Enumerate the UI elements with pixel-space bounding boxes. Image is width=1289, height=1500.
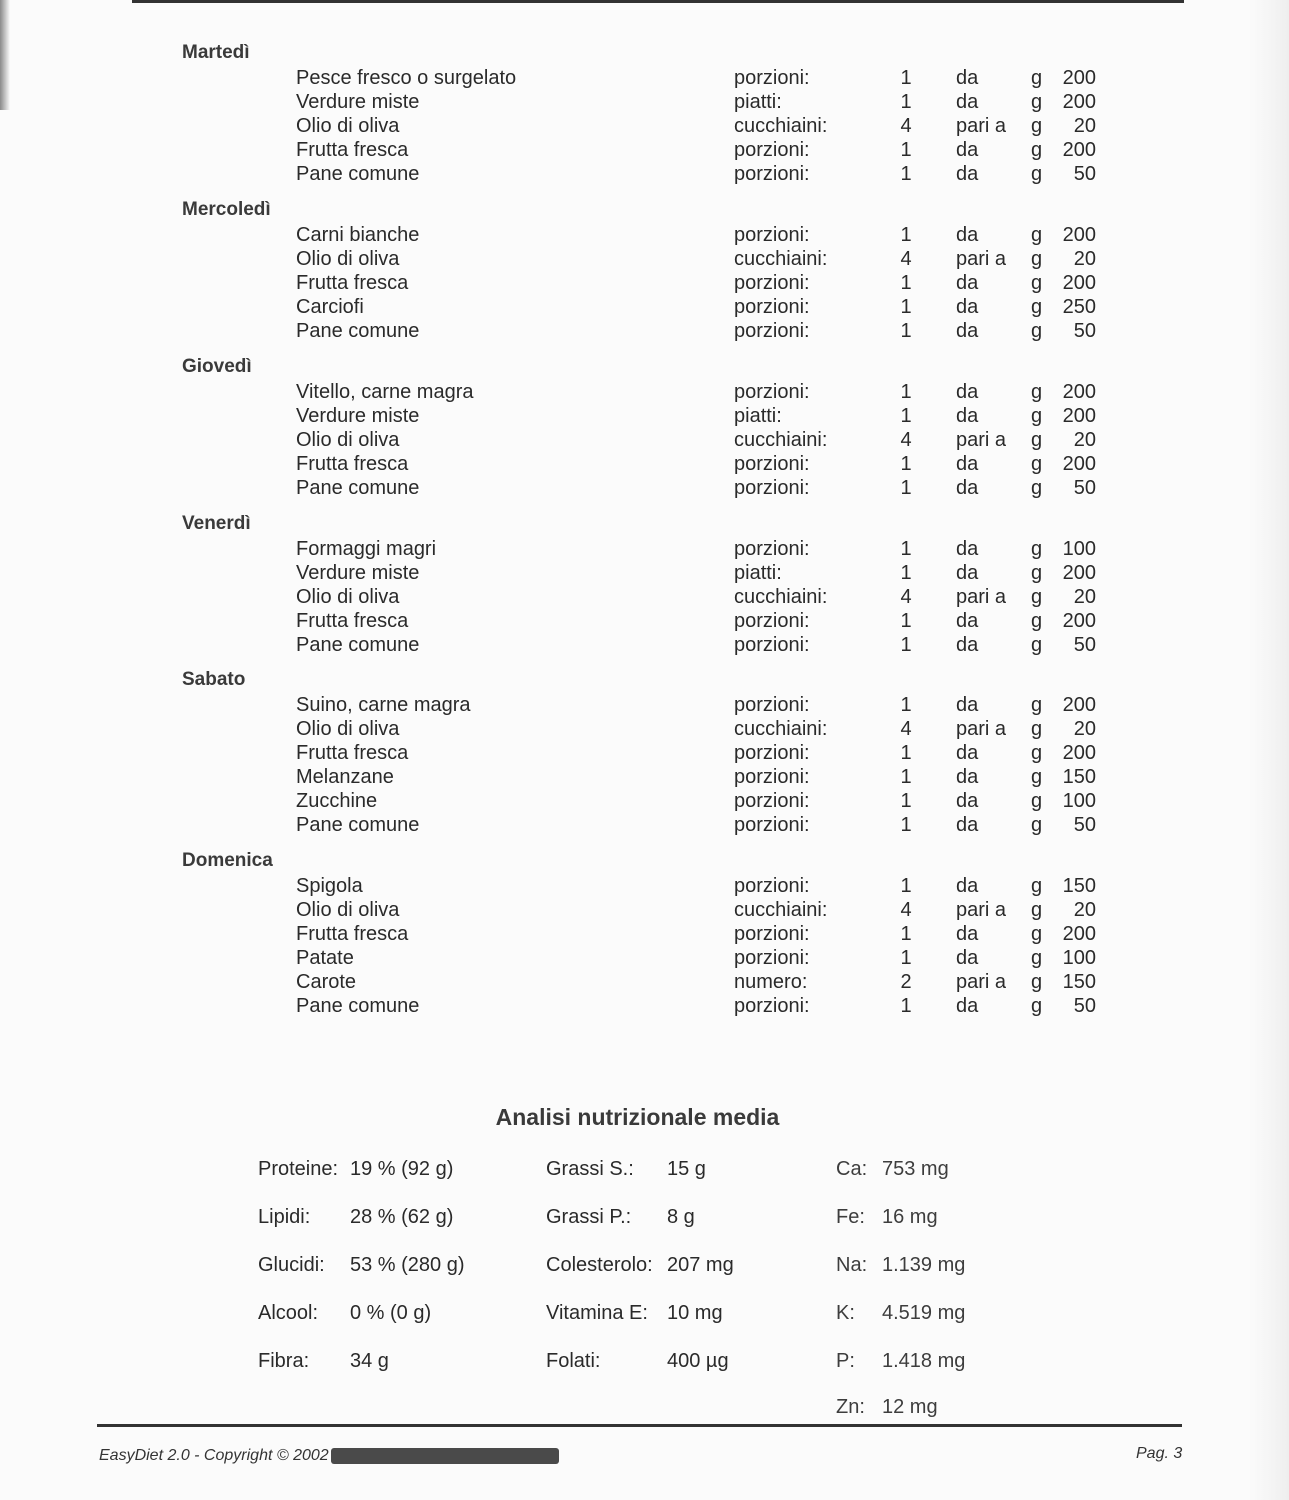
food-food: Olio di oliva (296, 718, 400, 740)
food-unit: cucchiaini: (734, 718, 828, 740)
food-unit: piatti: (734, 91, 782, 113)
nutrition-col3-label: Zn: (836, 1396, 865, 1418)
food-g: g (1031, 115, 1043, 137)
food-row (0, 66, 1289, 90)
food-row (0, 561, 1289, 585)
bottom-rule (97, 1424, 1182, 1427)
food-food: Spigola (296, 875, 363, 897)
nutrition-row (0, 1348, 1289, 1374)
food-relation: da (956, 405, 979, 427)
food-unit: porzioni: (734, 694, 810, 716)
food-grams: 50 (1073, 995, 1096, 1017)
food-g: g (1031, 947, 1043, 969)
food-food: Frutta fresca (296, 139, 409, 161)
food-row (0, 970, 1289, 994)
food-row (0, 223, 1289, 247)
nutrition-col2-label: Folati: (546, 1350, 601, 1372)
food-unit: porzioni: (734, 163, 810, 185)
food-unit: cucchiaini: (734, 899, 828, 921)
food-relation: pari a (956, 971, 1007, 993)
nutrition-col3-label: Na: (836, 1254, 868, 1276)
food-unit: piatti: (734, 562, 782, 584)
food-qty: 1 (900, 694, 912, 716)
food-unit: porzioni: (734, 381, 810, 403)
food-g: g (1031, 224, 1043, 246)
food-food: Olio di oliva (296, 899, 400, 921)
nutrition-col1-label: Lipidi: (258, 1206, 311, 1228)
food-relation: da (956, 272, 979, 294)
food-g: g (1031, 67, 1043, 89)
food-row (0, 319, 1289, 343)
food-relation: da (956, 296, 979, 318)
food-food: Melanzane (296, 766, 394, 788)
food-relation: da (956, 453, 979, 475)
food-grams: 50 (1073, 634, 1096, 656)
food-relation: da (956, 538, 979, 560)
food-unit: porzioni: (734, 766, 810, 788)
food-qty: 4 (900, 429, 912, 451)
nutrition-col1-value: 19 % (92 g) (350, 1158, 454, 1180)
food-row (0, 741, 1289, 765)
food-unit: porzioni: (734, 995, 810, 1017)
food-food: Frutta fresca (296, 923, 409, 945)
food-relation: da (956, 67, 979, 89)
food-unit: porzioni: (734, 790, 810, 812)
food-row (0, 476, 1289, 500)
nutrition-row (0, 1252, 1289, 1278)
food-relation: da (956, 947, 979, 969)
food-relation: da (956, 742, 979, 764)
nutrition-col2-value: 15 g (667, 1158, 706, 1180)
food-grams: 150 (1062, 766, 1096, 788)
food-g: g (1031, 248, 1043, 270)
day-name: Domenica (182, 850, 273, 871)
food-unit: porzioni: (734, 875, 810, 897)
analysis-title: Analisi nutrizionale media (495, 1104, 780, 1130)
food-qty: 1 (900, 790, 912, 812)
food-row (0, 874, 1289, 898)
food-row (0, 404, 1289, 428)
food-row (0, 717, 1289, 741)
food-relation: da (956, 139, 979, 161)
food-qty: 4 (900, 586, 912, 608)
food-row (0, 247, 1289, 271)
food-g: g (1031, 875, 1043, 897)
food-grams: 250 (1062, 296, 1096, 318)
nutrition-col1-value: 28 % (62 g) (350, 1206, 454, 1228)
food-grams: 200 (1062, 562, 1096, 584)
food-grams: 200 (1062, 453, 1096, 475)
nutrition-col2-value: 207 mg (667, 1254, 734, 1276)
food-g: g (1031, 814, 1043, 836)
food-qty: 4 (900, 115, 912, 137)
food-food: Pane comune (296, 814, 420, 836)
food-g: g (1031, 694, 1043, 716)
food-food: Verdure miste (296, 405, 420, 427)
food-qty: 1 (900, 139, 912, 161)
food-row (0, 922, 1289, 946)
food-qty: 4 (900, 718, 912, 740)
food-g: g (1031, 610, 1043, 632)
nutrition-row (0, 1300, 1289, 1326)
food-row (0, 138, 1289, 162)
food-grams: 20 (1073, 899, 1096, 921)
food-food: Carote (296, 971, 357, 993)
food-unit: porzioni: (734, 296, 810, 318)
food-unit: cucchiaini: (734, 248, 828, 270)
food-qty: 1 (900, 538, 912, 560)
food-relation: pari a (956, 115, 1007, 137)
food-g: g (1031, 923, 1043, 945)
food-grams: 20 (1073, 586, 1096, 608)
food-grams: 200 (1062, 381, 1096, 403)
nutrition-col2-label: Colesterolo: (546, 1254, 653, 1276)
food-row (0, 537, 1289, 561)
nutrition-col3-value: 1.139 mg (882, 1254, 966, 1276)
food-qty: 1 (900, 224, 912, 246)
food-food: Olio di oliva (296, 248, 400, 270)
food-qty: 1 (900, 320, 912, 342)
food-g: g (1031, 971, 1043, 993)
food-unit: porzioni: (734, 538, 810, 560)
food-food: Pane comune (296, 163, 420, 185)
food-row (0, 813, 1289, 837)
food-food: Suino, carne magra (296, 694, 471, 716)
food-g: g (1031, 766, 1043, 788)
food-row (0, 633, 1289, 657)
food-food: Carciofi (296, 296, 364, 318)
food-food: Carni bianche (296, 224, 420, 246)
nutrition-col1-value: 53 % (280 g) (350, 1254, 465, 1276)
food-g: g (1031, 995, 1043, 1017)
food-relation: da (956, 163, 979, 185)
food-grams: 100 (1062, 947, 1096, 969)
food-relation: da (956, 91, 979, 113)
day-name: Martedì (182, 42, 250, 63)
food-qty: 1 (900, 947, 912, 969)
food-grams: 50 (1073, 477, 1096, 499)
nutrition-col1-label: Proteine: (258, 1158, 339, 1180)
food-unit: porzioni: (734, 814, 810, 836)
food-qty: 1 (900, 272, 912, 294)
food-grams: 200 (1062, 923, 1096, 945)
food-grams: 200 (1062, 405, 1096, 427)
food-relation: da (956, 995, 979, 1017)
food-relation: da (956, 381, 979, 403)
food-g: g (1031, 634, 1043, 656)
food-grams: 20 (1073, 429, 1096, 451)
food-qty: 2 (900, 971, 912, 993)
food-grams: 50 (1073, 163, 1096, 185)
food-relation: pari a (956, 586, 1007, 608)
food-qty: 1 (900, 67, 912, 89)
food-qty: 1 (900, 634, 912, 656)
food-unit: porzioni: (734, 923, 810, 945)
food-qty: 1 (900, 923, 912, 945)
food-row (0, 946, 1289, 970)
food-qty: 1 (900, 405, 912, 427)
food-qty: 1 (900, 477, 912, 499)
food-qty: 1 (900, 562, 912, 584)
nutrition-col1-value: 0 % (0 g) (350, 1302, 432, 1324)
day-name: Venerdì (182, 513, 251, 534)
nutrition-col1-label: Glucidi: (258, 1254, 325, 1276)
food-food: Verdure miste (296, 562, 420, 584)
food-qty: 1 (900, 381, 912, 403)
nutrition-col2-label: Vitamina E: (546, 1302, 648, 1324)
food-g: g (1031, 163, 1043, 185)
food-qty: 1 (900, 91, 912, 113)
food-grams: 150 (1062, 875, 1096, 897)
food-food: Olio di oliva (296, 429, 400, 451)
redaction-bar (331, 1448, 559, 1464)
food-grams: 200 (1062, 139, 1096, 161)
food-g: g (1031, 477, 1043, 499)
food-relation: da (956, 224, 979, 246)
food-row (0, 898, 1289, 922)
nutrition-col2-value: 10 mg (667, 1302, 723, 1324)
food-grams: 200 (1062, 694, 1096, 716)
food-row (0, 162, 1289, 186)
food-qty: 1 (900, 610, 912, 632)
nutrition-col2-label: Grassi S.: (546, 1158, 634, 1180)
footer-copyright (99, 1447, 559, 1465)
food-row (0, 428, 1289, 452)
food-row (0, 271, 1289, 295)
food-g: g (1031, 899, 1043, 921)
food-food: Olio di oliva (296, 586, 400, 608)
food-grams: 20 (1073, 718, 1096, 740)
food-relation: da (956, 562, 979, 584)
food-row (0, 693, 1289, 717)
food-grams: 100 (1062, 538, 1096, 560)
nutrition-col1-label: Alcool: (258, 1302, 319, 1324)
food-row (0, 114, 1289, 138)
food-g: g (1031, 586, 1043, 608)
food-row (0, 994, 1289, 1018)
food-food: Formaggi magri (296, 538, 437, 560)
food-row (0, 295, 1289, 319)
nutrition-col3-value: 4.519 mg (882, 1302, 966, 1324)
food-relation: da (956, 875, 979, 897)
food-food: Pane comune (296, 995, 420, 1017)
food-food: Frutta fresca (296, 453, 409, 475)
food-row (0, 585, 1289, 609)
food-relation: da (956, 814, 979, 836)
nutrition-col3-label: Ca: (836, 1158, 868, 1180)
food-qty: 1 (900, 875, 912, 897)
food-g: g (1031, 272, 1043, 294)
nutrition-col3-label: P: (836, 1350, 855, 1372)
food-grams: 200 (1062, 91, 1096, 113)
page-number: Pag. 3 (1136, 1445, 1183, 1462)
food-food: Patate (296, 947, 354, 969)
food-grams: 200 (1062, 67, 1096, 89)
food-food: Pesce fresco o surgelato (296, 67, 517, 89)
food-qty: 1 (900, 995, 912, 1017)
food-grams: 150 (1062, 971, 1096, 993)
nutrition-col2-label: Grassi P.: (546, 1206, 632, 1228)
food-relation: da (956, 610, 979, 632)
food-relation: da (956, 790, 979, 812)
food-relation: da (956, 634, 979, 656)
food-grams: 20 (1073, 248, 1096, 270)
food-unit: porzioni: (734, 320, 810, 342)
food-food: Olio di oliva (296, 115, 400, 137)
food-unit: piatti: (734, 405, 782, 427)
food-g: g (1031, 405, 1043, 427)
food-unit: porzioni: (734, 477, 810, 499)
food-unit: porzioni: (734, 947, 810, 969)
food-qty: 1 (900, 814, 912, 836)
food-food: Frutta fresca (296, 610, 409, 632)
nutrition-col3-value: 1.418 mg (882, 1350, 966, 1372)
food-g: g (1031, 381, 1043, 403)
food-g: g (1031, 296, 1043, 318)
food-row (0, 452, 1289, 476)
food-grams: 200 (1062, 742, 1096, 764)
food-qty: 1 (900, 766, 912, 788)
food-food: Pane comune (296, 634, 420, 656)
food-relation: pari a (956, 248, 1007, 270)
footer-copyright-text: EasyDiet 2.0 - Copyright © 2002 (99, 1447, 329, 1464)
day-name: Sabato (182, 669, 246, 690)
food-g: g (1031, 538, 1043, 560)
food-g: g (1031, 718, 1043, 740)
food-g: g (1031, 91, 1043, 113)
food-food: Vitello, carne magra (296, 381, 474, 403)
food-food: Verdure miste (296, 91, 420, 113)
nutrition-col3-label: K: (836, 1302, 855, 1324)
food-grams: 100 (1062, 790, 1096, 812)
food-grams: 20 (1073, 115, 1096, 137)
nutrition-col3-value: 753 mg (882, 1158, 949, 1180)
food-g: g (1031, 453, 1043, 475)
food-qty: 4 (900, 248, 912, 270)
food-grams: 200 (1062, 224, 1096, 246)
food-food: Pane comune (296, 320, 420, 342)
nutrition-row (0, 1394, 1289, 1420)
day-name: Giovedì (182, 356, 252, 377)
food-unit: porzioni: (734, 224, 810, 246)
nutrition-col3-label: Fe: (836, 1206, 865, 1228)
food-row (0, 609, 1289, 633)
food-g: g (1031, 429, 1043, 451)
food-relation: da (956, 766, 979, 788)
food-qty: 1 (900, 742, 912, 764)
food-qty: 1 (900, 453, 912, 475)
food-relation: pari a (956, 899, 1007, 921)
food-qty: 1 (900, 163, 912, 185)
nutrition-col1-value: 34 g (350, 1350, 389, 1372)
food-food: Zucchine (296, 790, 378, 812)
food-food: Pane comune (296, 477, 420, 499)
food-grams: 50 (1073, 320, 1096, 342)
food-unit: porzioni: (734, 272, 810, 294)
food-relation: da (956, 320, 979, 342)
nutrition-col3-value: 16 mg (882, 1206, 938, 1228)
food-g: g (1031, 790, 1043, 812)
food-row (0, 789, 1289, 813)
nutrition-col3-value: 12 mg (882, 1396, 938, 1418)
food-row (0, 765, 1289, 789)
food-unit: numero: (734, 971, 808, 993)
nutrition-col2-value: 400 µg (667, 1350, 729, 1372)
food-qty: 1 (900, 296, 912, 318)
food-g: g (1031, 320, 1043, 342)
nutrition-col2-value: 8 g (667, 1206, 695, 1228)
food-unit: porzioni: (734, 139, 810, 161)
food-unit: porzioni: (734, 610, 810, 632)
food-grams: 50 (1073, 814, 1096, 836)
nutrition-col1-label: Fibra: (258, 1350, 310, 1372)
day-name: Mercoledì (182, 199, 271, 220)
food-qty: 4 (900, 899, 912, 921)
food-relation: da (956, 694, 979, 716)
food-grams: 200 (1062, 272, 1096, 294)
food-unit: porzioni: (734, 742, 810, 764)
food-relation: da (956, 923, 979, 945)
nutrition-row (0, 1204, 1289, 1230)
food-food: Frutta fresca (296, 272, 409, 294)
food-relation: pari a (956, 429, 1007, 451)
food-unit: cucchiaini: (734, 429, 828, 451)
food-unit: porzioni: (734, 453, 810, 475)
food-relation: pari a (956, 718, 1007, 740)
food-food: Frutta fresca (296, 742, 409, 764)
food-relation: da (956, 477, 979, 499)
food-row (0, 380, 1289, 404)
food-unit: porzioni: (734, 67, 810, 89)
food-unit: cucchiaini: (734, 586, 828, 608)
top-rule (132, 0, 1184, 3)
food-g: g (1031, 742, 1043, 764)
food-g: g (1031, 562, 1043, 584)
food-row (0, 90, 1289, 114)
food-grams: 200 (1062, 610, 1096, 632)
food-unit: cucchiaini: (734, 115, 828, 137)
food-g: g (1031, 139, 1043, 161)
nutrition-row (0, 1156, 1289, 1182)
food-unit: porzioni: (734, 634, 810, 656)
